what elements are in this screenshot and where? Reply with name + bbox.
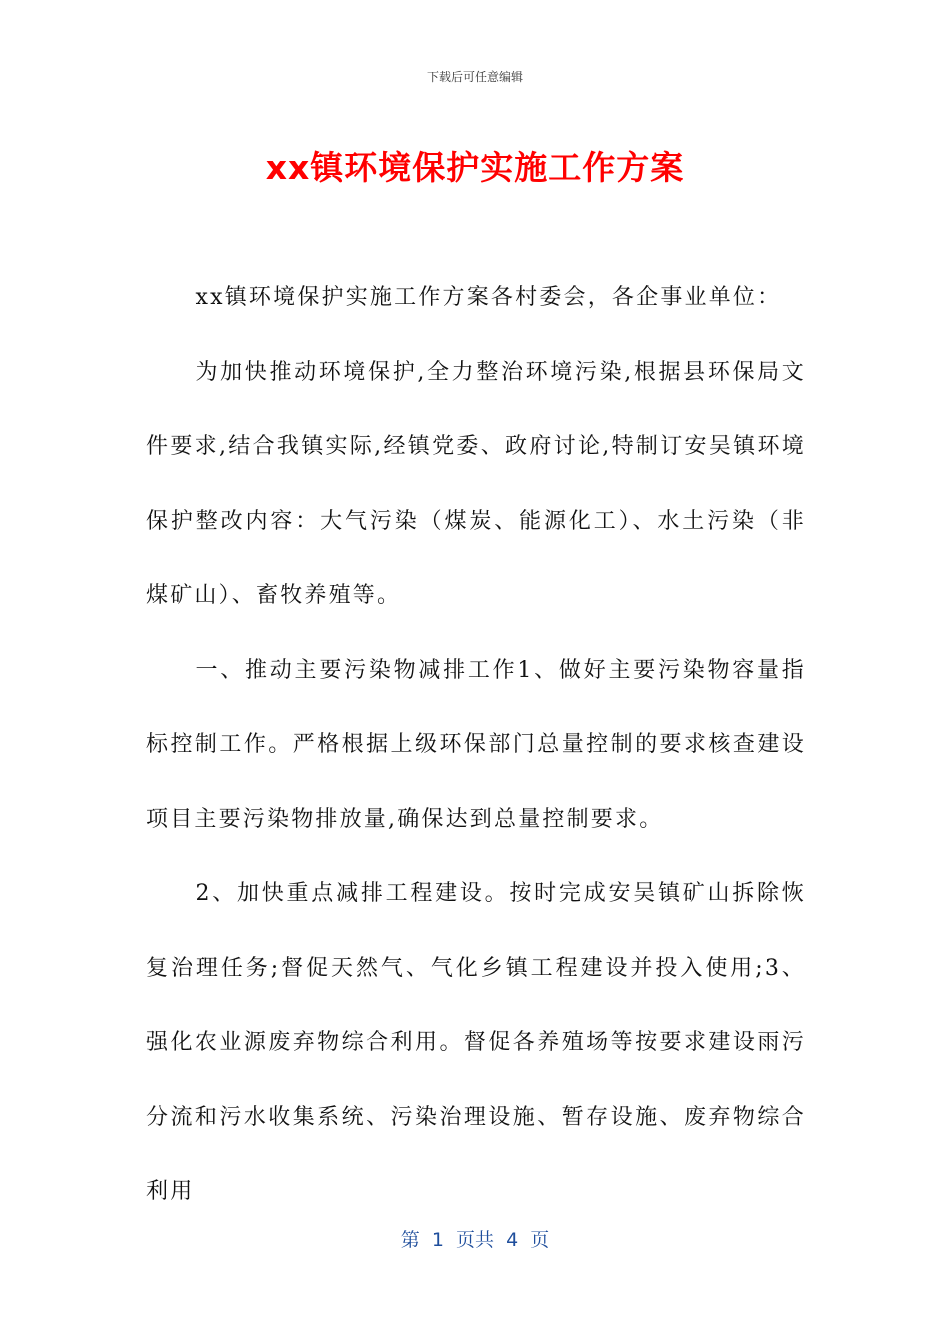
paragraph-intro: 为加快推动环境保护,全力整治环境污染,根据县环保局文件要求,结合我镇实际,经镇党委、政府讨论,特制订安吴镇环境保护整改内容：大气污染（煤炭、能源化工）、水土污染（非煤矿山）、畜牧养殖等。	[146, 359, 806, 608]
header-note: 下载后可任意编辑	[426, 70, 523, 84]
document-title: xx镇环境保护实施工作方案	[265, 148, 685, 187]
paragraph-section-one: 一、推动主要污染物减排工作1、做好主要污染物容量指标控制工作。严格根据上级环保部门总量控制的要求核查建设项目主要污染物排放量,确保达到总量控制要求。	[146, 657, 806, 832]
paragraph-salutation: xx镇环境保护实施工作方案各村委会，各企事业单位：	[195, 285, 782, 310]
paragraph-section-two: 2、加快重点减排工程建设。按时完成安吴镇矿山拆除恢复治理任务;督促天然气、气化乡镇工程建设并投入使用;3、强化农业源废弃物综合利用。督促各养殖场等按要求建设雨污分流和污水收集系统、污染治理设施、暂存设施、废弃物综合利用	[146, 881, 806, 1204]
page-footer: 第 1 页共 4 页	[400, 1229, 550, 1251]
document-body	[146, 261, 806, 1230]
